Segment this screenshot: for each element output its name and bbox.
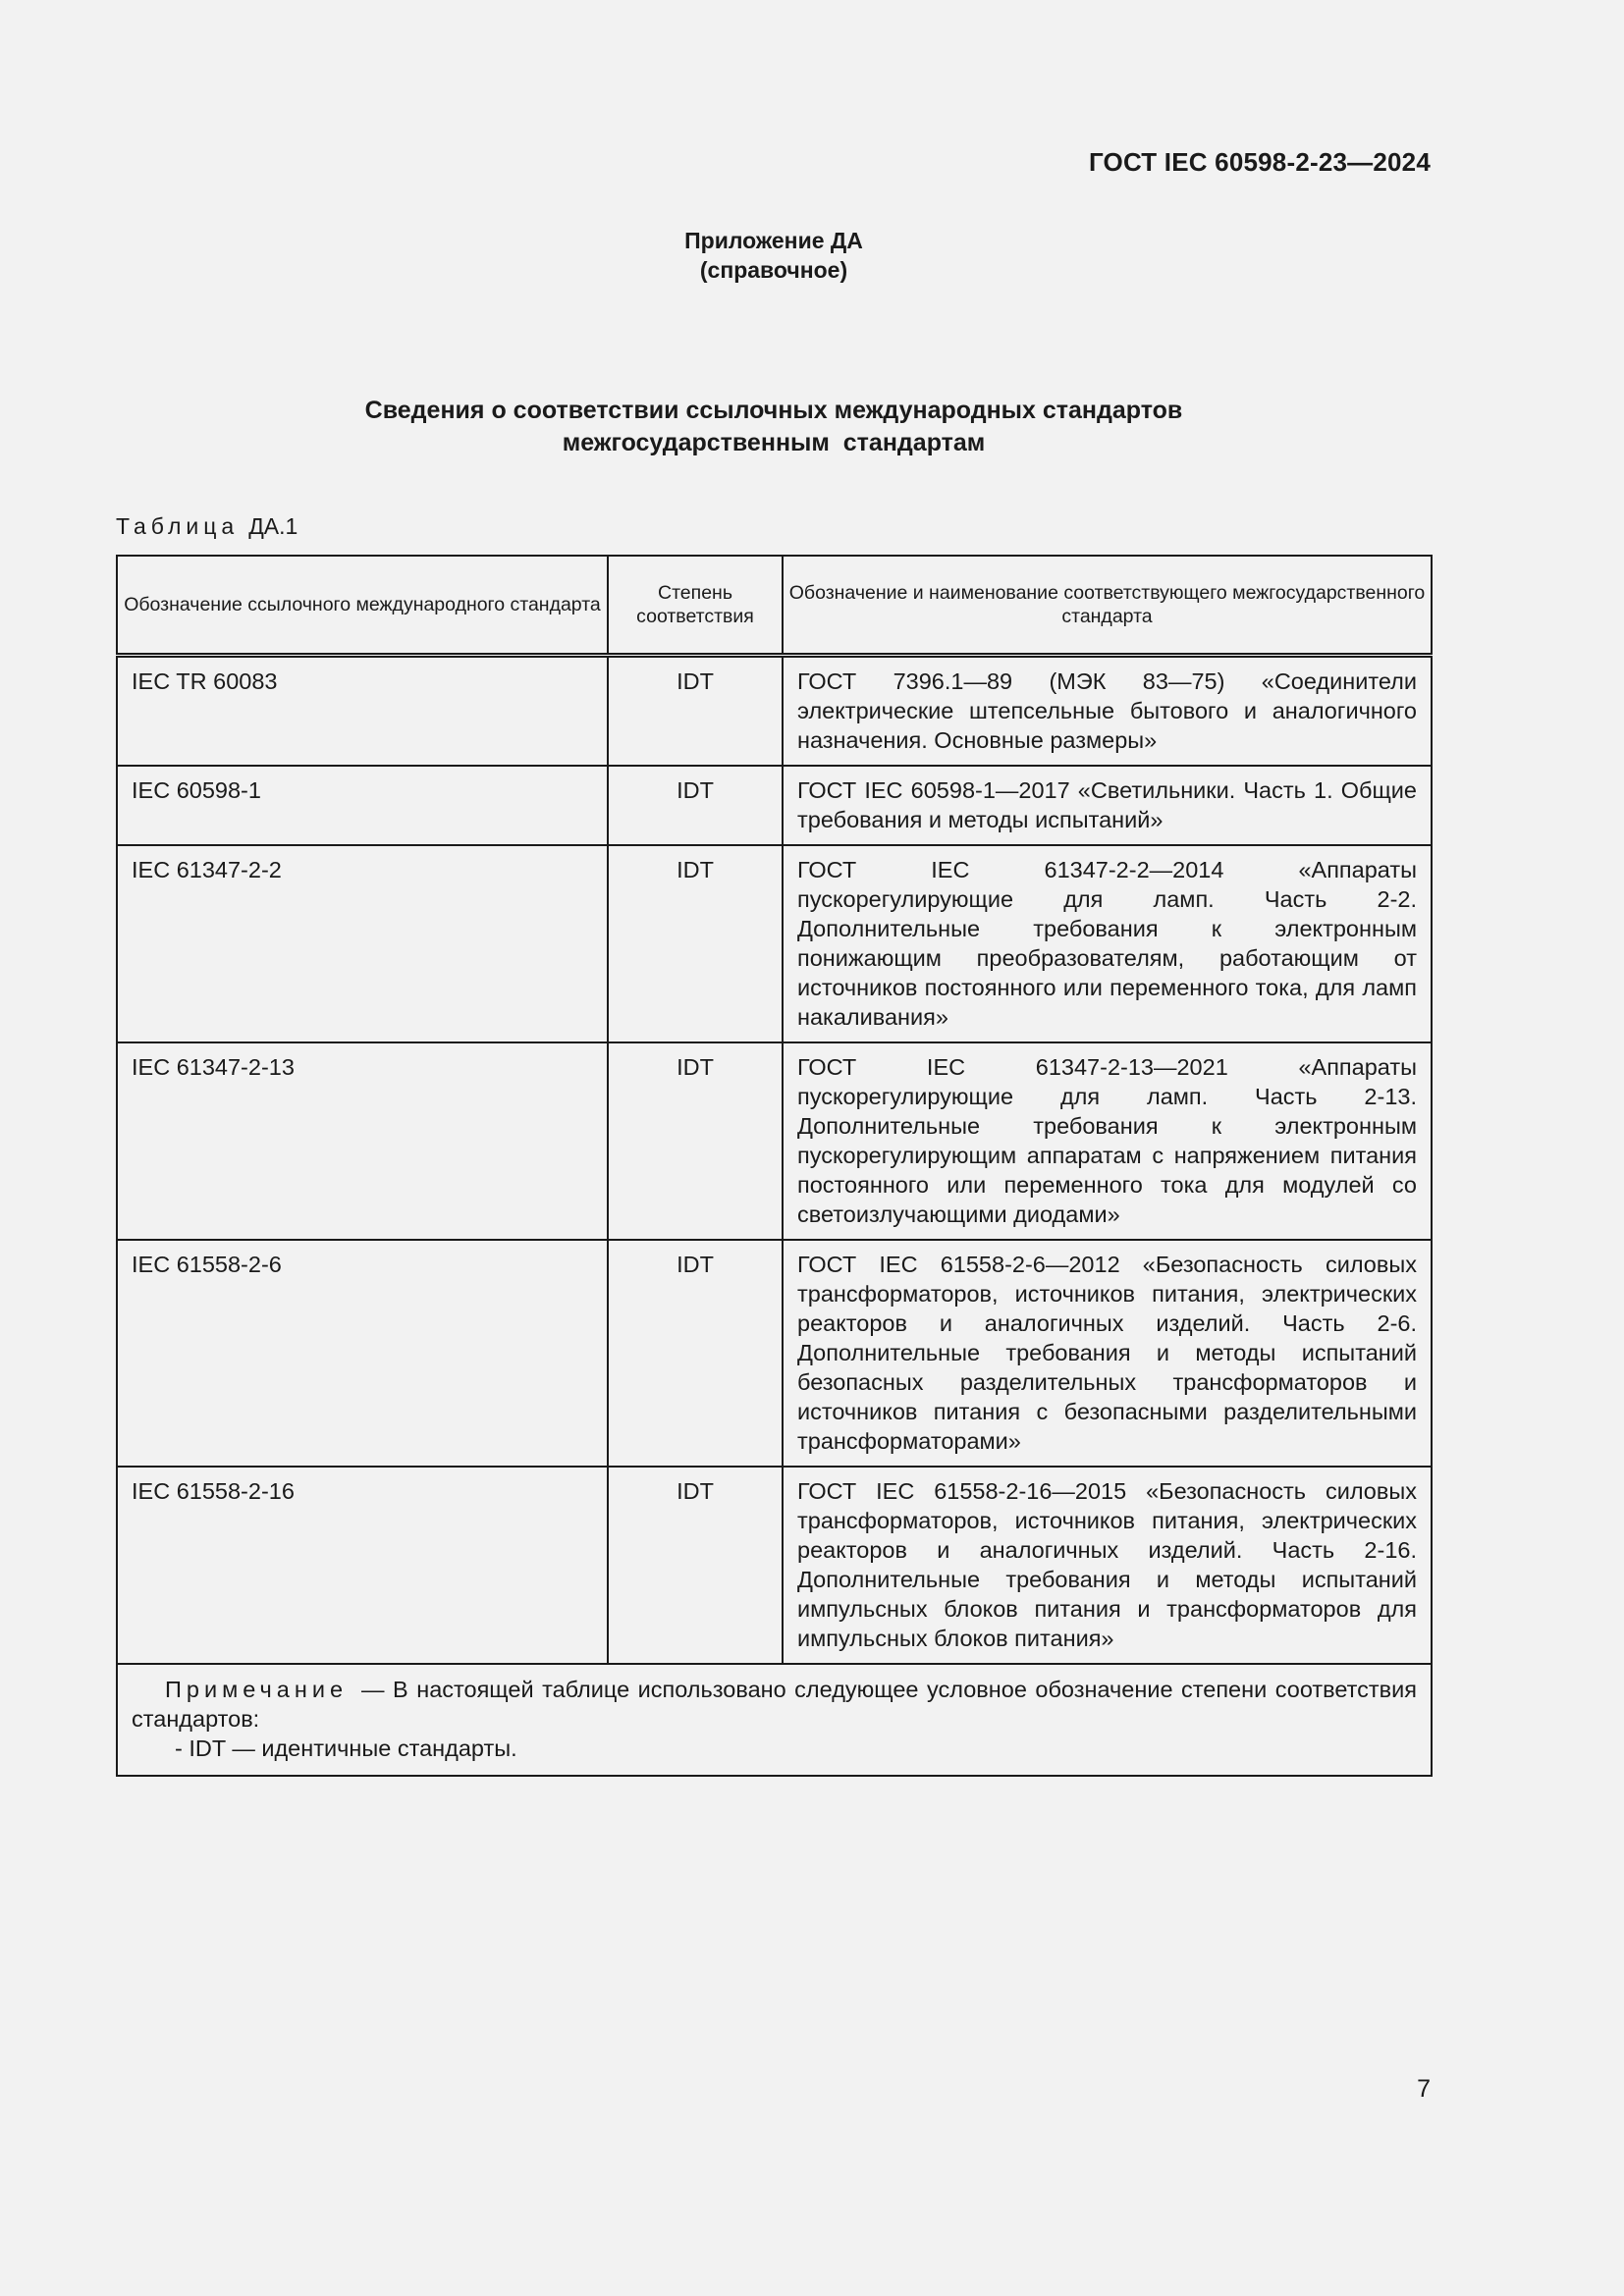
cell-international-standard: IEC 61558-2-16 xyxy=(117,1467,608,1664)
cell-degree: IDT xyxy=(608,845,783,1042)
note-item: - IDT — идентичные стандарты. xyxy=(175,1735,517,1761)
table-caption xyxy=(116,513,298,540)
header-degree-of-conformity: Степень соответствия xyxy=(608,556,783,656)
cell-degree: IDT xyxy=(608,766,783,845)
cell-interstate-standard: ГОСТ IEC 61558-2-16—2015 «Безопасность силовых трансформаторов, источников питания, электрических реакторов и аналогичных изделий. Часть 2-16. Дополнительные требования и методы испытаний импульсных блоков питания и трансформаторов для импульсных блоков питания» xyxy=(783,1467,1432,1664)
table-row xyxy=(117,1240,1432,1467)
note-body xyxy=(132,1675,1417,1734)
table-row xyxy=(117,1467,1432,1664)
cell-interstate-standard: ГОСТ IEC 61347-2-2—2014 «Аппараты пускорегулирующие для ламп. Часть 2-2. Дополнительные требования к электронным понижающим преобразователям, работающим от источников постоянного или переменного тока, для ламп накаливания» xyxy=(783,845,1432,1042)
table-row xyxy=(117,845,1432,1042)
cell-international-standard: IEC 61347-2-2 xyxy=(117,845,608,1042)
cell-interstate-standard: ГОСТ IEC 61558-2-6—2012 «Безопасность силовых трансформаторов, источников питания, электрических реакторов и аналогичных изделий. Часть 2-6. Дополнительные требования и методы испытаний безопасных разделительных трансформаторов и источников питания с безопасными разделительными трансформаторами» xyxy=(783,1240,1432,1467)
cell-interstate-standard: ГОСТ 7396.1—89 (МЭК 83—75) «Соединители электрические штепсельные бытового и аналогичного назначения. Основные размеры» xyxy=(783,656,1432,767)
cell-international-standard: IEC 60598-1 xyxy=(117,766,608,845)
table-row xyxy=(117,1042,1432,1240)
cell-degree: IDT xyxy=(608,656,783,767)
page-number: 7 xyxy=(1417,2075,1431,2103)
note-text: — В настоящей таблице использовано следующее условное обозначение степени соответствия стандартов: xyxy=(132,1677,1417,1732)
table-row xyxy=(117,766,1432,845)
appendix-heading xyxy=(0,226,1547,285)
table-note xyxy=(117,1664,1432,1776)
document-code: ГОСТ IEC 60598-2-23—2024 xyxy=(1088,147,1431,177)
table-caption-label: Таблица xyxy=(116,513,240,539)
cell-international-standard: IEC TR 60083 xyxy=(117,656,608,767)
cell-interstate-standard: ГОСТ IEC 61347-2-13—2021 «Аппараты пускорегулирующие для ламп. Часть 2-13. Дополнительные требования к электронным пускорегулирующим аппаратам с напряжением питания постоянного или переменного тока для модулей со светоизлучающими диодами» xyxy=(783,1042,1432,1240)
table-header-row xyxy=(117,556,1432,656)
table-note-row xyxy=(117,1664,1432,1776)
cell-degree: IDT xyxy=(608,1042,783,1240)
header-international-standard: Обозначение ссылочного международного стандарта xyxy=(117,556,608,656)
section-title-line-2: межгосударственным стандартам xyxy=(562,429,986,456)
cell-international-standard: IEC 61558-2-6 xyxy=(117,1240,608,1467)
appendix-title: Приложение ДА xyxy=(684,228,863,253)
section-title-line-1: Сведения о соответствии ссылочных международных стандартов xyxy=(364,397,1183,424)
cell-interstate-standard: ГОСТ IEC 60598-1—2017 «Светильники. Часть 1. Общие требования и методы испытаний» xyxy=(783,766,1432,845)
header-interstate-standard: Обозначение и наименование соответствующего межгосударственного стандарта xyxy=(783,556,1432,656)
standards-correspondence-table xyxy=(116,555,1433,1777)
cell-international-standard: IEC 61347-2-13 xyxy=(117,1042,608,1240)
table-row xyxy=(117,656,1432,767)
appendix-subtitle: (справочное) xyxy=(699,257,848,283)
cell-degree: IDT xyxy=(608,1240,783,1467)
section-title xyxy=(0,395,1547,459)
note-label: Примечание xyxy=(165,1677,349,1702)
cell-degree: IDT xyxy=(608,1467,783,1664)
table-caption-number: ДА.1 xyxy=(248,513,298,539)
